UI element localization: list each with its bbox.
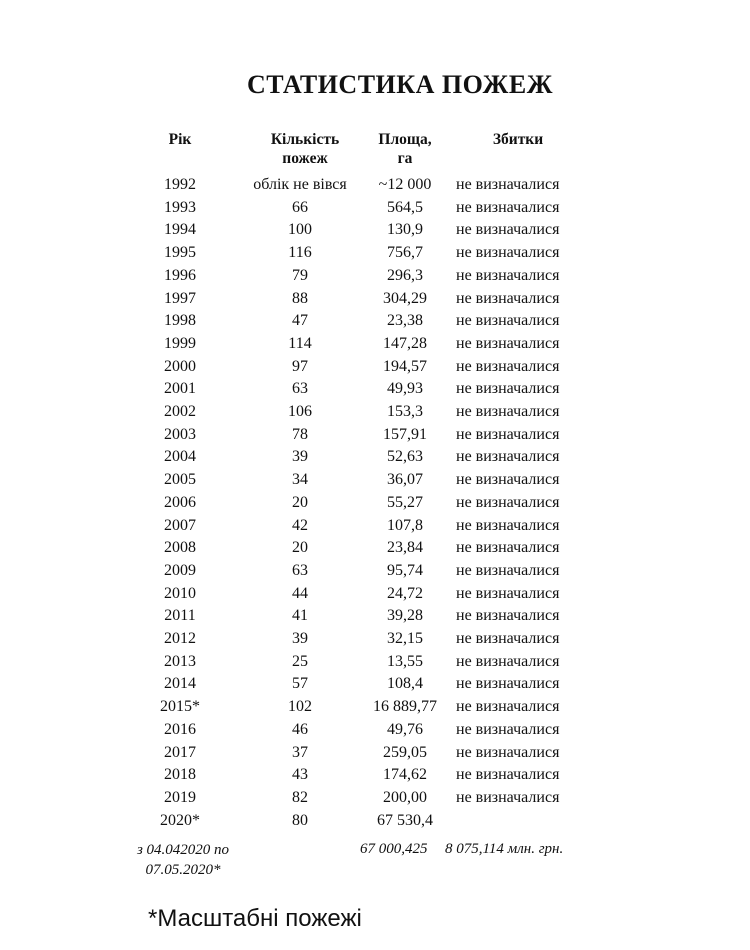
table-row <box>0 650 750 673</box>
cell-year: 1993 <box>164 198 196 216</box>
cell-area: 200,00 <box>383 788 427 806</box>
cell-year: 2012 <box>164 630 196 647</box>
table-row <box>0 468 750 491</box>
cell-damage: не визначалися <box>456 584 560 602</box>
header-year: Рік <box>168 131 192 148</box>
table-row <box>0 287 750 310</box>
cell-year: 2006 <box>164 493 196 511</box>
table-row <box>0 241 750 264</box>
table-row <box>0 763 750 786</box>
table-row <box>0 809 750 832</box>
cell-count: 20 <box>292 493 308 511</box>
cell-count: 66 <box>292 198 308 216</box>
footnote: *Масштабні пожежі <box>148 905 362 932</box>
table-row <box>0 559 750 582</box>
table-row <box>0 173 750 196</box>
cell-damage: не визначалися <box>456 289 560 307</box>
cell-area: 174,62 <box>383 766 427 784</box>
cell-damage: не визначалися <box>456 720 560 738</box>
table-row <box>0 423 750 446</box>
cell-damage: не визначалися <box>456 334 560 352</box>
cell-area: 95,74 <box>387 561 423 579</box>
cell-count: 63 <box>292 380 308 398</box>
cell-count: 47 <box>292 312 308 330</box>
cell-count: 88 <box>292 289 308 307</box>
table-row <box>0 695 750 718</box>
cell-damage: не визначалися <box>456 244 560 262</box>
cell-year: 1992 <box>164 176 196 193</box>
table-row <box>0 514 750 537</box>
cell-area: 39,28 <box>387 607 423 625</box>
cell-year: 1995 <box>164 244 196 262</box>
note-period-line2: 07.05.2020* <box>145 862 221 878</box>
cell-area: 32,15 <box>387 630 423 647</box>
cell-area: 24,72 <box>387 584 423 602</box>
table-row <box>0 309 750 332</box>
note-period <box>108 840 258 880</box>
table-row <box>0 377 750 400</box>
cell-year: 2011 <box>164 607 196 625</box>
cell-area: 147,28 <box>383 334 427 352</box>
note-area: 67 000,425 <box>360 841 428 857</box>
cell-area: 13,55 <box>387 652 423 670</box>
cell-year: 2016 <box>164 720 196 738</box>
cell-damage: не визначалися <box>456 357 560 375</box>
note-period-line1: з 04.042020 по <box>136 842 230 858</box>
cell-area: 67 530,4 <box>377 811 433 829</box>
cell-year: 1997 <box>164 289 196 307</box>
cell-damage: не визначалися <box>456 766 560 784</box>
cell-count: 37 <box>292 743 308 761</box>
cell-year: 2019 <box>164 788 196 806</box>
cell-area: 304,29 <box>383 289 427 307</box>
cell-area: 259,05 <box>383 743 427 761</box>
cell-year: 2005 <box>164 471 196 489</box>
cell-count: 20 <box>292 539 308 557</box>
cell-damage: не визначалися <box>456 403 560 420</box>
cell-area: 564,5 <box>387 198 423 216</box>
cell-count: 100 <box>288 221 312 239</box>
header-area <box>360 130 450 168</box>
cell-year: 2018 <box>164 766 196 784</box>
cell-area: 52,63 <box>387 448 423 466</box>
table-row <box>0 627 750 650</box>
cell-damage: не визначалися <box>456 312 560 330</box>
table-row <box>0 604 750 627</box>
table-row <box>0 332 750 355</box>
cell-year: 2015* <box>160 698 200 716</box>
cell-year: 2010 <box>164 584 196 602</box>
cell-year: 1996 <box>164 266 196 284</box>
cell-damage: не визначалися <box>456 176 560 193</box>
cell-year: 2020* <box>160 811 200 829</box>
cell-count: 102 <box>288 698 312 716</box>
cell-area: 36,07 <box>387 471 423 489</box>
cell-damage: не визначалися <box>456 561 560 579</box>
cell-year: 2017 <box>164 743 196 761</box>
note-damage: 8 075,114 млн. грн. <box>445 841 564 857</box>
table-row <box>0 718 750 741</box>
cell-area: 55,27 <box>387 493 423 511</box>
cell-count: 82 <box>292 788 308 806</box>
table-row <box>0 264 750 287</box>
table-row <box>0 672 750 695</box>
cell-count: 80 <box>292 811 308 829</box>
cell-year: 2000 <box>164 357 196 375</box>
cell-damage: не визначалися <box>456 198 560 216</box>
cell-count: 42 <box>292 516 308 534</box>
cell-count: 57 <box>292 675 308 693</box>
cell-damage: не визначалися <box>456 698 560 716</box>
cell-area: 23,84 <box>387 539 423 557</box>
cell-area: 49,93 <box>387 380 423 398</box>
table-row <box>0 786 750 809</box>
cell-damage: не визначалися <box>456 630 560 647</box>
cell-area: 157,91 <box>383 425 427 443</box>
header-damage: Збитки <box>492 131 544 148</box>
header-area-line2: га <box>397 150 413 167</box>
table-row <box>0 196 750 219</box>
cell-area: 108,4 <box>387 675 423 693</box>
cell-year: 2004 <box>164 448 196 466</box>
cell-count: 41 <box>292 607 308 625</box>
cell-year: 2014 <box>164 675 196 693</box>
header-count <box>245 130 365 168</box>
cell-year: 2009 <box>164 561 196 579</box>
cell-area: 23,38 <box>387 312 423 330</box>
cell-count: 78 <box>292 425 308 443</box>
cell-damage: не визначалися <box>456 221 560 239</box>
cell-damage: не визначалися <box>456 425 560 443</box>
cell-year: 2001 <box>164 380 196 398</box>
cell-count: 44 <box>292 584 308 602</box>
cell-area: 296,3 <box>387 266 423 284</box>
cell-damage: не визначалися <box>456 493 560 511</box>
cell-year: 1998 <box>164 312 196 330</box>
cell-damage: не визначалися <box>456 675 560 693</box>
cell-damage: не визначалися <box>456 516 560 534</box>
cell-damage: не визначалися <box>456 788 560 806</box>
cell-damage: не визначалися <box>456 652 560 670</box>
cell-area: 756,7 <box>387 244 423 262</box>
cell-count: 63 <box>292 561 308 579</box>
table-row <box>0 400 750 423</box>
cell-count: 46 <box>292 720 308 738</box>
cell-count: 39 <box>292 448 308 466</box>
cell-area: 130,9 <box>387 221 423 239</box>
table-row <box>0 445 750 468</box>
table-row <box>0 536 750 559</box>
cell-damage: не визначалися <box>456 607 560 625</box>
cell-year: 1999 <box>164 334 196 352</box>
cell-year: 1994 <box>164 221 196 239</box>
cell-count: 39 <box>292 630 308 647</box>
cell-count: облік не вівся <box>253 176 347 193</box>
table-row <box>0 491 750 514</box>
cell-damage: не визначалися <box>456 539 560 557</box>
cell-count: 79 <box>292 266 308 284</box>
cell-count: 97 <box>292 357 308 375</box>
cell-count: 43 <box>292 766 308 784</box>
table-row <box>0 582 750 605</box>
cell-area: 49,76 <box>387 720 423 738</box>
cell-damage: не визначалися <box>456 743 560 761</box>
header-count-line1: Кількість <box>270 131 340 148</box>
cell-damage: не визначалися <box>456 448 560 466</box>
cell-damage: не визначалися <box>456 266 560 284</box>
cell-count: 106 <box>288 403 312 420</box>
cell-year: 2008 <box>164 539 196 557</box>
header-count-line2: пожеж <box>282 150 328 167</box>
cell-count: 34 <box>292 471 308 489</box>
cell-year: 2013 <box>164 652 196 670</box>
cell-year: 2007 <box>164 516 196 534</box>
header-area-line1: Площа, <box>378 131 432 148</box>
cell-area: 194,57 <box>383 357 427 375</box>
cell-area: 16 889,77 <box>373 698 437 716</box>
table-row <box>0 355 750 378</box>
page-title: СТАТИСТИКА ПОЖЕЖ <box>247 70 553 99</box>
cell-count: 25 <box>292 652 308 670</box>
cell-count: 116 <box>288 244 312 262</box>
cell-year: 2003 <box>164 425 196 443</box>
cell-damage: не визначалися <box>456 380 560 398</box>
cell-year: 2002 <box>164 403 196 420</box>
cell-count: 114 <box>288 334 312 352</box>
cell-area: ~12 000 <box>378 176 432 193</box>
cell-damage: не визначалися <box>456 471 560 489</box>
cell-area: 107,8 <box>387 516 423 534</box>
table-row <box>0 741 750 764</box>
table-row <box>0 218 750 241</box>
cell-area: 153,3 <box>387 403 423 420</box>
